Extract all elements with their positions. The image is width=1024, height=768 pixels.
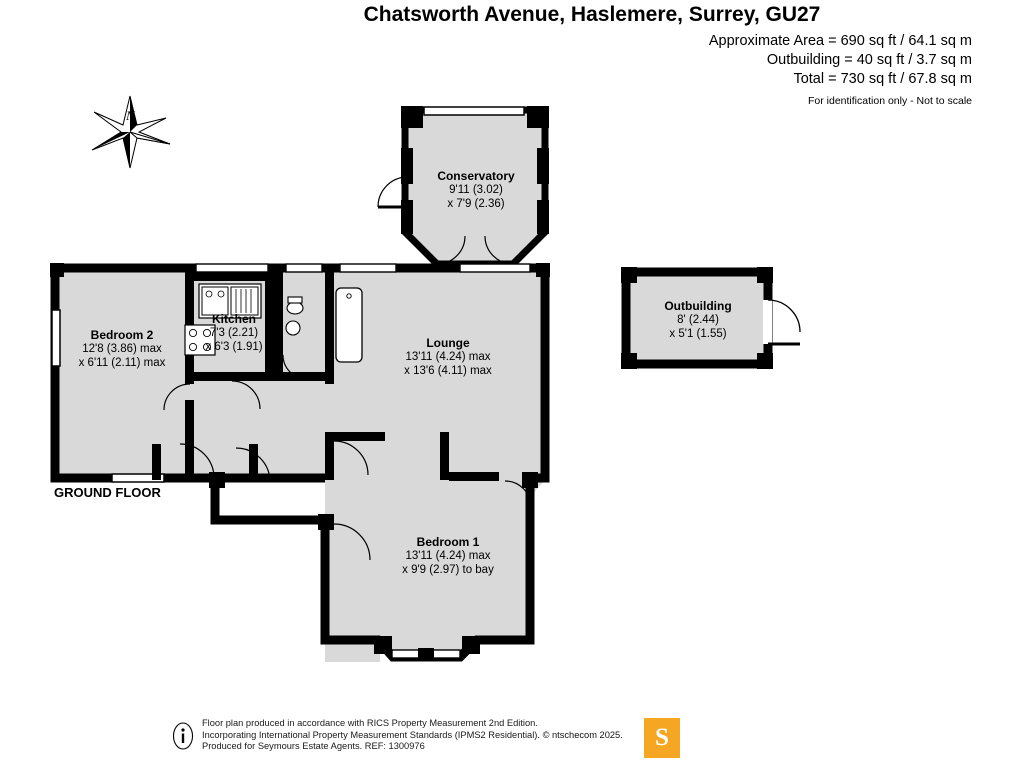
footer-line-2: Incorporating International Property Measurement Standards (IPMS2 Residential). xyxy=(202,729,540,740)
scale-disclaimer: For identification only - Not to scale xyxy=(808,95,972,107)
room-dim-1: 8' (2.44) xyxy=(677,314,719,326)
room-name: Outbuilding xyxy=(664,299,732,313)
approximate-area-line: Approximate Area = 690 sq ft / 64.1 sq m xyxy=(708,33,972,49)
room-label-bedroom-1 xyxy=(368,535,528,577)
info-icon xyxy=(172,722,194,750)
room-dim-2: x 5'1 (1.55) xyxy=(669,328,727,340)
room-label-bedroom-2 xyxy=(52,328,192,370)
footer-line-3: Produced for Seymours Estate Agents. REF: 1300976 xyxy=(202,741,425,752)
room-dim-1: 9'11 (3.02) xyxy=(449,184,503,196)
room-name: Lounge xyxy=(426,336,470,350)
svg-text:N: N xyxy=(126,108,135,123)
footer-copyright: © ntschecom 2025. xyxy=(542,729,623,740)
footer-text xyxy=(202,718,623,753)
room-label-lounge xyxy=(378,336,518,378)
room-name: Conservatory xyxy=(437,169,515,183)
page-title: Chatsworth Avenue, Haslemere, Surrey, GU27 xyxy=(363,3,821,26)
room-label-kitchen xyxy=(180,312,288,354)
room-dim-2: x 6'11 (2.11) max xyxy=(78,357,166,369)
room-dim-2: x 6'3 (1.91) xyxy=(205,341,263,353)
total-area-line: Total = 730 sq ft / 67.8 sq m xyxy=(793,71,972,87)
room-label-conservatory xyxy=(408,169,544,211)
room-dim-2: x 13'6 (4.11) max xyxy=(404,365,492,377)
room-dim-1: 12'8 (3.86) max xyxy=(82,343,162,355)
room-label-outbuilding xyxy=(630,299,766,341)
room-dim-1: 13'11 (4.24) max xyxy=(405,351,491,363)
room-dim-1: 7'3 (2.21) xyxy=(209,327,259,339)
ground-floor-label: GROUND FLOOR xyxy=(54,485,161,500)
outbuilding-area-line: Outbuilding = 40 sq ft / 3.7 sq m xyxy=(766,52,972,68)
room-dim-2: x 9'9 (2.97) to bay xyxy=(402,564,494,576)
room-name: Bedroom 1 xyxy=(416,535,480,549)
room-name: Kitchen xyxy=(211,312,256,326)
room-dim-2: x 7'9 (2.36) xyxy=(447,198,505,210)
footer-line-1: Floor plan produced in accordance with RICS Property Measurement 2nd Edition. xyxy=(202,718,538,728)
main-dwelling xyxy=(50,263,550,662)
footer xyxy=(172,712,872,768)
room-name: Bedroom 2 xyxy=(90,328,154,342)
room-dim-1: 13'11 (4.24) max xyxy=(405,550,491,562)
agent-logo xyxy=(644,718,680,758)
agent-logo-letter: S xyxy=(655,724,669,751)
